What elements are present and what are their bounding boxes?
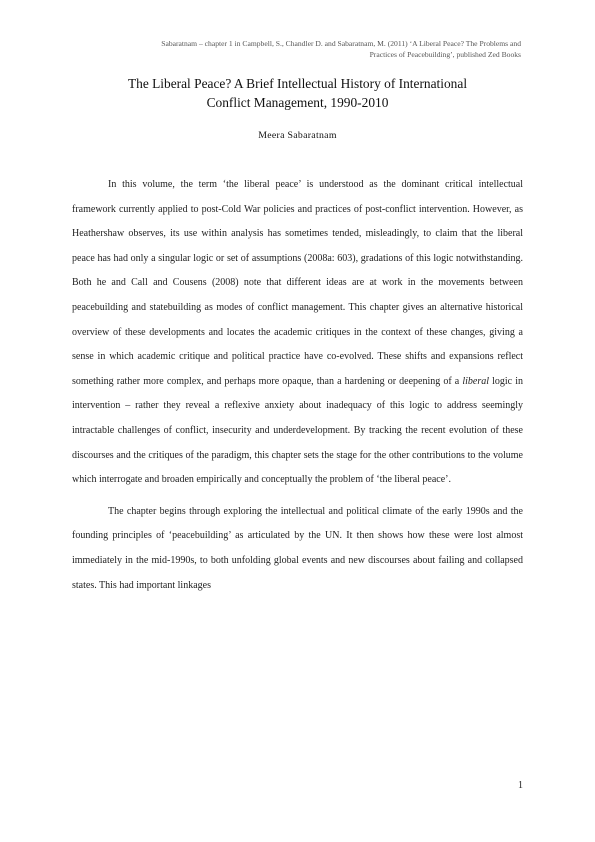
paragraph-1-text-before: In this volume, the term ‘the liberal peace’ is understood as the dominant critical intellectual framework currently applied to post-Cold War policies and practices of post-conflict intervention. However, as Heathershaw observes, its use within analysis has sometimes tended, misleadingly, to claim that the liberal peace has had only a singular logic or set of assumptions (2008a: 603), gradations of this logic notwithstanding. Both he and Call and Cousens (2008) note that different ideas are at work in the movements between peacebuilding and statebuilding as modes of conflict management. This chapter gives an alternative historical overview of these developments and locates the academic critiques in the context of these changes, giving a sense in which academic critique and political practice have co-evolved. These shifts and expansions reflect something rather more complex, and perhaps more opaque, than a hardening or deepening of a [72,179,523,387]
paragraph-1 [72,173,523,493]
page-number: 1 [518,780,523,791]
paragraph-1-emphasis: liberal [462,375,489,387]
paragraph-2: The chapter begins through exploring the intellectual and political climate of the early 1990s and the founding principles of ‘peacebuilding’ as articulated by the UN. It then shows how these were lost almost immediately in the mid-1990s, to both unfolding global events and new discourses about failing and collapsed states. This had important linkages [72,505,523,591]
paragraph-1-text-after: logic in intervention – rather they reveal a reflexive anxiety about inadequacy of this logic to address seemingly intractable challenges of conflict, insecurity and underdevelopment. By tracking the recent evolution of these discourses and the critiques of the paradigm, this chapter sets the stage for the other contributions to the volume which interrogate and broaden empirically and conceptually the problem of ‘the liberal peace’. [72,375,523,486]
chapter-title [72,74,523,112]
chapter-title-line-1: The Liberal Peace? A Brief Intellectual History of International [127,76,468,91]
chapter-title-line-2: Conflict Management, 1990-2010 [206,95,389,110]
running-header-line-1: Sabaratnam – chapter 1 in Campbell, S., Chandler D. and Sabaratnam, M. (2011) ‘A Liberal Peace? The Problems and [161,39,521,48]
body-text [72,173,523,605]
running-header [51,38,521,60]
running-header-line-2: Practices of Peacebuilding’, published Zed Books [369,50,521,59]
author-name: Meera Sabaratnam [258,130,337,141]
